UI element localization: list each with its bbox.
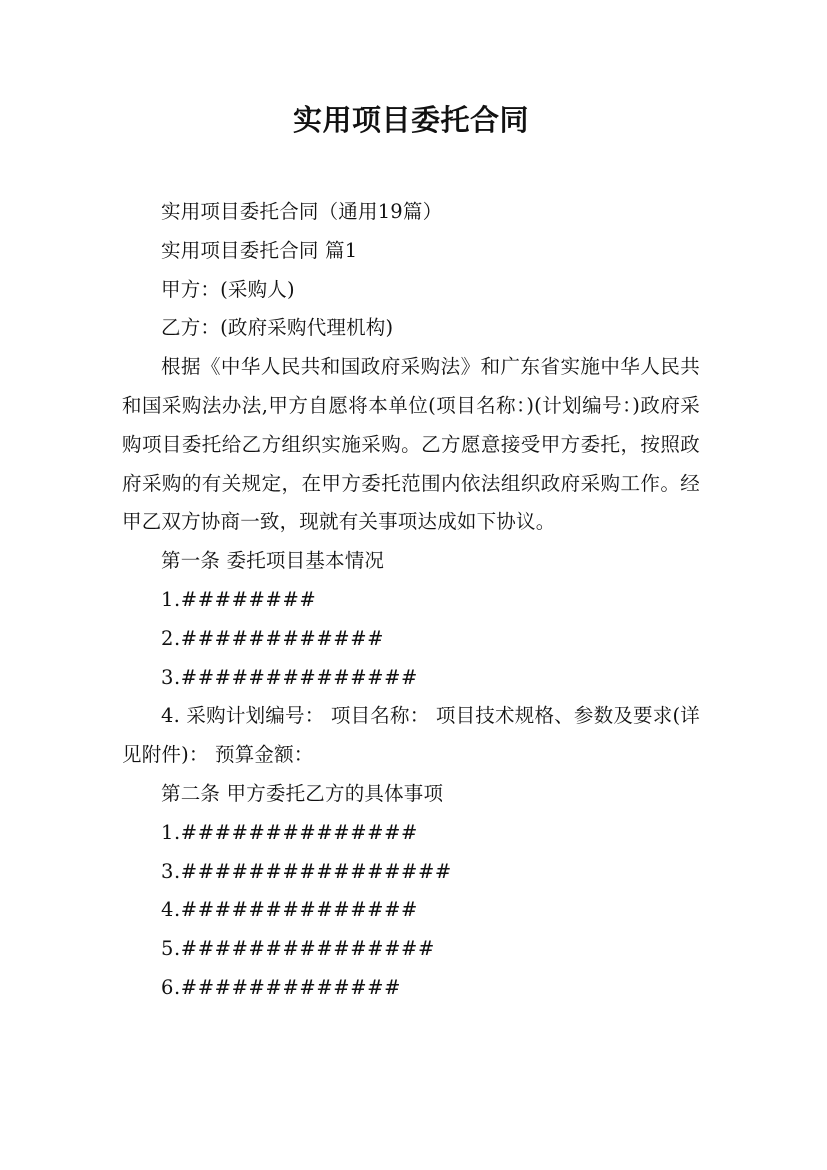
list-item: 6.############# [161,975,402,999]
document-body [122,193,700,1008]
party-b-line: 乙方：(政府采购代理机构) [161,316,394,340]
list-item: 5.############### [161,937,435,961]
list-item: 4.############## [161,898,418,922]
list-item: 1.############## [161,820,418,844]
article-heading: 第一条 委托项目基本情况 [161,549,385,573]
doc-subtitle: 实用项目委托合同（通用19篇） [161,200,443,223]
list-item: 1.######## [161,587,317,611]
intro-paragraph: 根据《中华人民共和国政府采购法》和广东省实施中华人民共和国采购法办法,甲方自愿将本单位(项目名称：)(计划编号：)政府采购项目委托给乙方组织实施采购。乙方愿意接受甲方委托，按照政府采购的有关规定，在甲方委托范围内依法组织政府采购工作。经甲乙双方协商一致，现就有关事项达成如下协议。 [122,355,700,534]
party-a-line: 甲方：(采购人) [161,277,295,301]
list-item: 3.############## [161,665,418,689]
section-heading: 实用项目委托合同 篇1 [161,238,358,262]
document-title: 实用项目委托合同 [292,103,529,137]
list-item: 4. 采购计划编号： 项目名称： 项目技术规格、参数及要求(详见附件)： 预算金额： [122,704,700,767]
list-item: 2.############ [161,626,385,650]
list-item: 3.################ [161,859,452,883]
article-heading: 第二条 甲方委托乙方的具体事项 [161,781,444,805]
